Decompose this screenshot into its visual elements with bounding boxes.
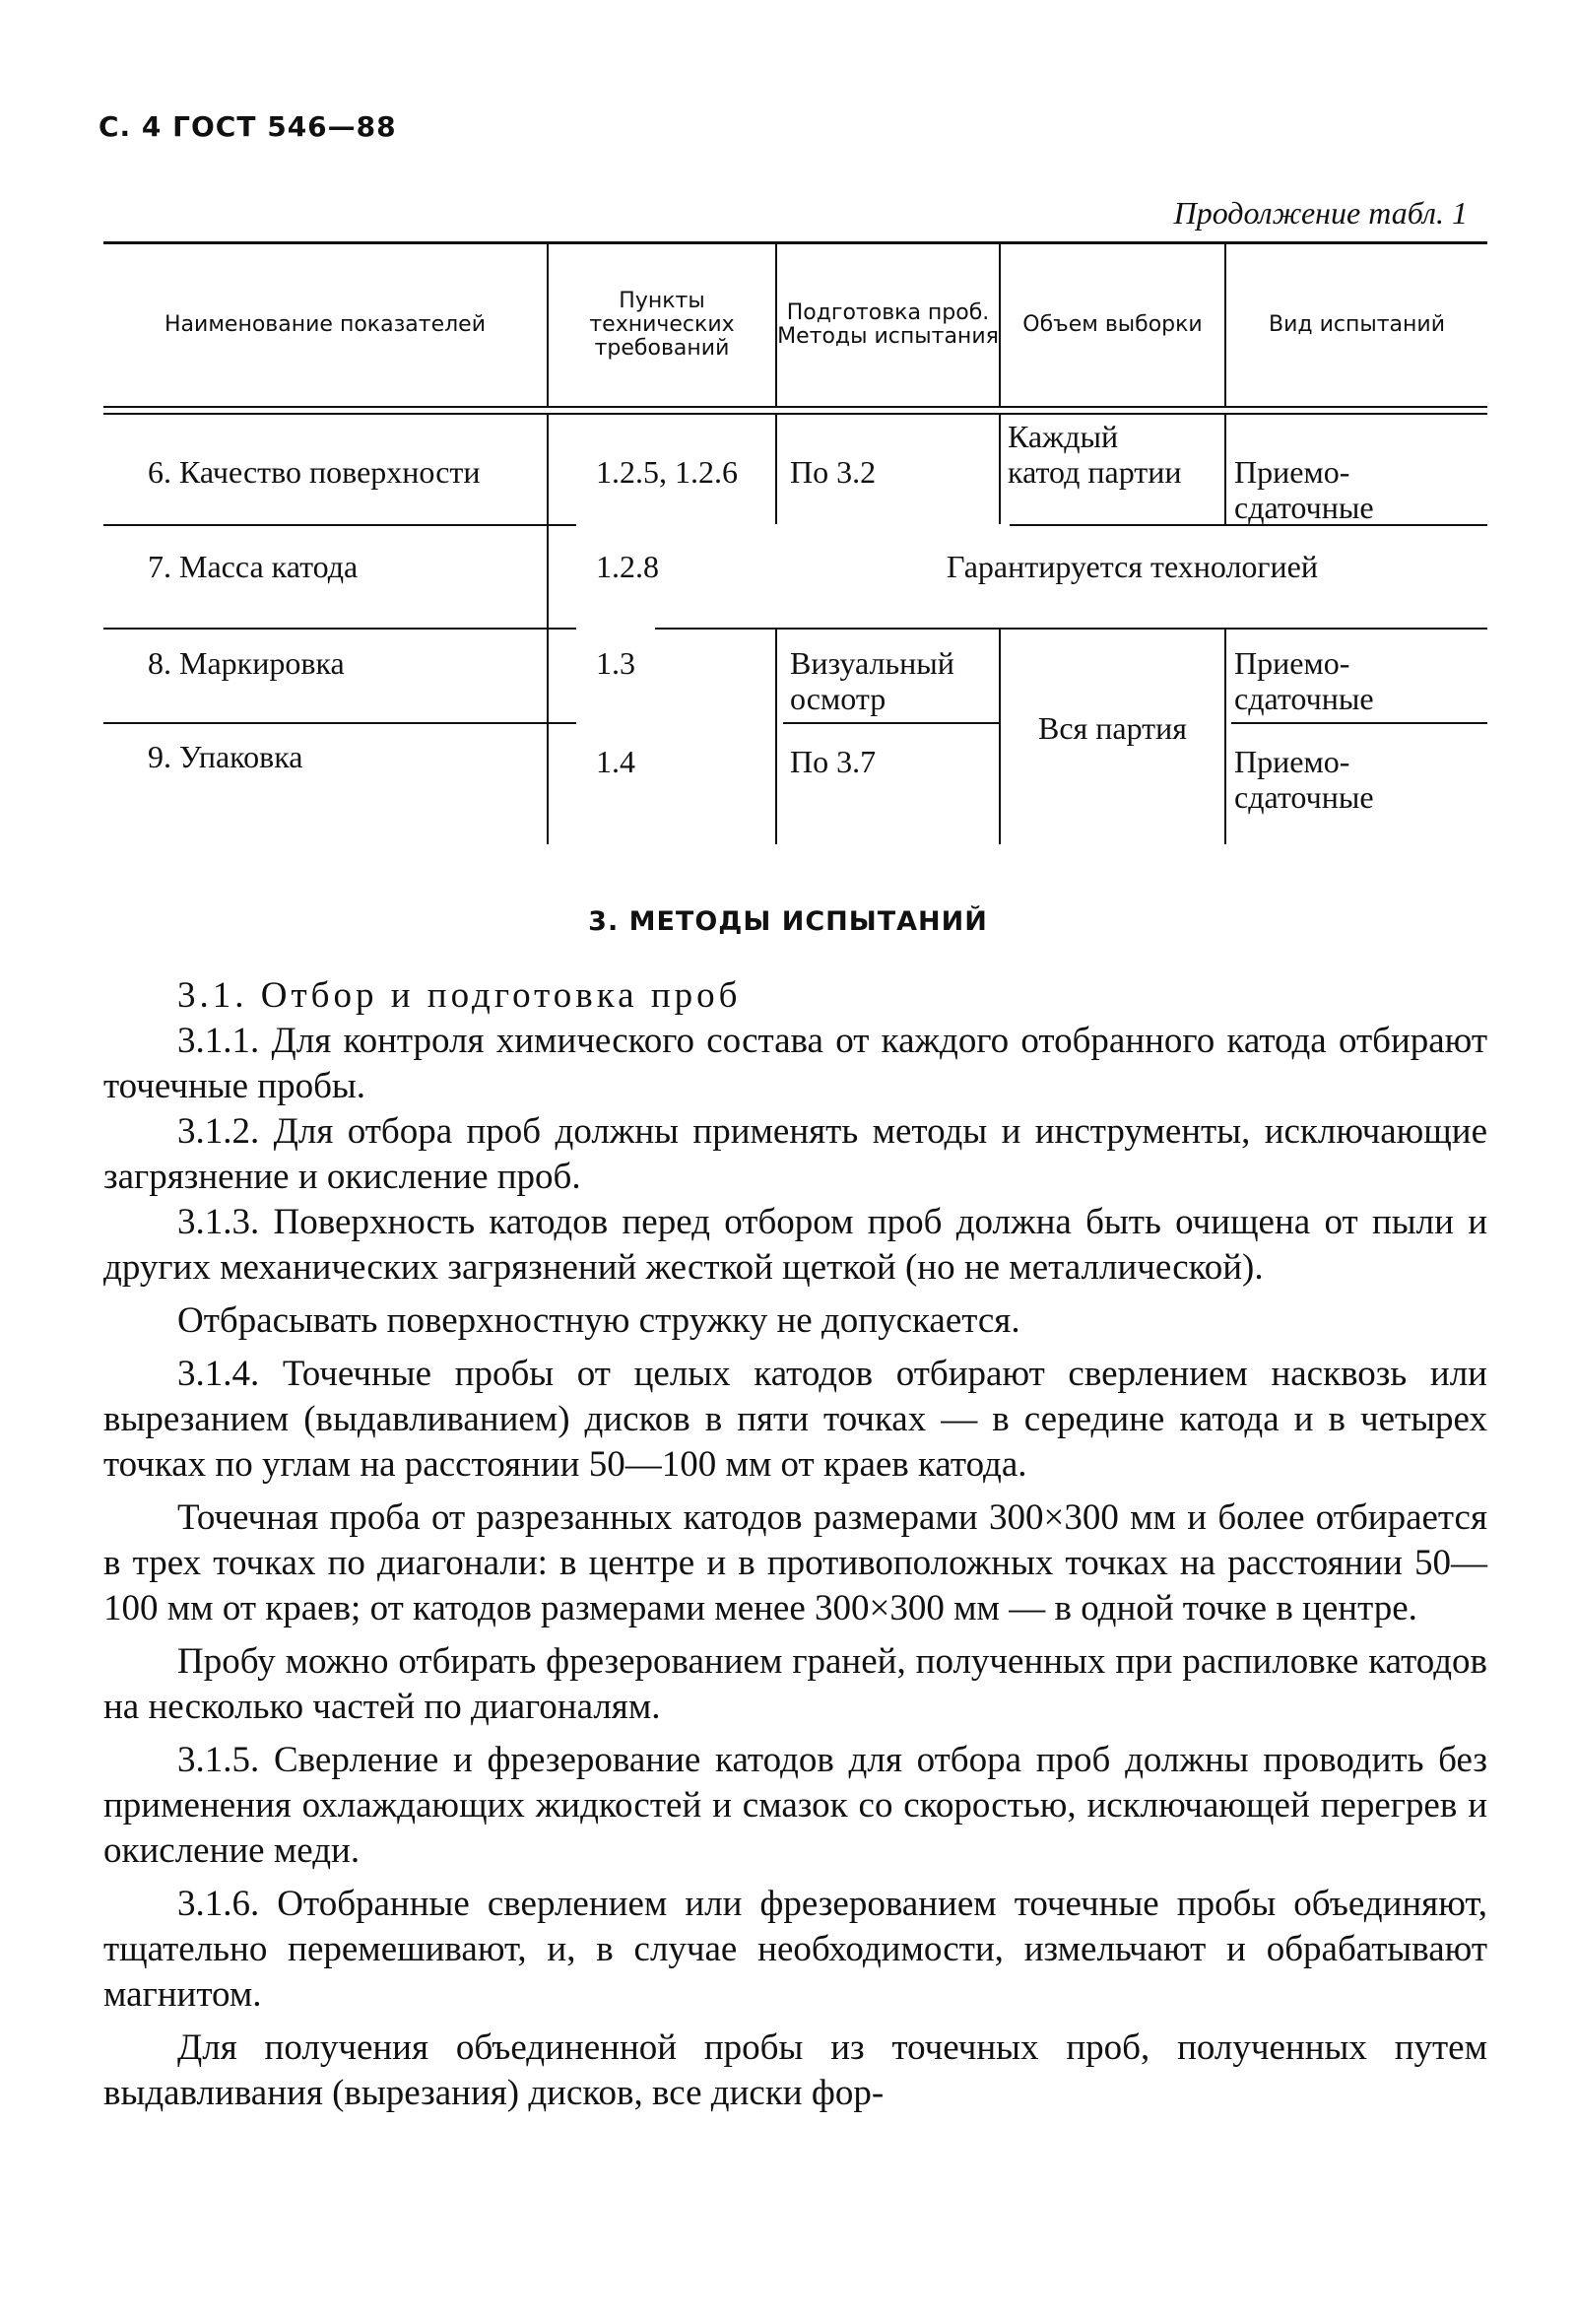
row-7-items: 1.2.8 <box>596 549 659 584</box>
paragraph: 3.1.3. Поверхность катодов перед отбором проб должна быть очищена от пыли и других механических загрязнений жесткой щеткой (но не металлической). <box>103 1202 1487 1288</box>
row-7-merged-note: Гарантируется технологией <box>946 549 1318 584</box>
subsection-title: 3.1. Отбор и подготовка проб <box>177 975 742 1016</box>
column-rule <box>775 628 777 844</box>
paragraph: 3.1.4. Точечные пробы от целых катодов отбирают сверлением насквозь или вырезанием (выдавливанием) дисков в пяти точках — в середине катода и в четырех точках по углам на расстоянии 50—100 мм от краев катода. <box>103 1354 1487 1485</box>
header-bottom-rule <box>103 406 1487 408</box>
row-8-items: 1.3 <box>596 645 635 681</box>
row-6-name: 6. Качество поверхности <box>148 454 481 490</box>
section-title: 3. МЕТОДЫ ИСПЫТАНИЙ <box>588 906 988 937</box>
paragraph: Отбрасывать поверхностную стружку не допускается. <box>177 1300 1020 1341</box>
row-6-sample: Каждый катод партии <box>1008 419 1182 490</box>
paragraph: Для получения объединенной пробы из точечных проб, полученных путем выдавливания (вырезания) дисков, все диски фор- <box>103 2027 1487 2113</box>
header-bottom-rule-2 <box>103 413 1487 415</box>
column-rule <box>775 415 777 524</box>
row-rule <box>103 628 576 630</box>
row-9-prep: По 3.7 <box>790 744 877 779</box>
row-8-type: Приемо-сдаточные <box>1234 645 1374 716</box>
column-rule <box>1224 415 1226 524</box>
row-7-name: 7. Масса катода <box>148 549 359 584</box>
column-rule <box>547 415 549 844</box>
paragraph: Точечная проба от разрезанных катодов размерами 300×300 мм и более отбирается в трех точках по диагонали: в центре и в противоположных точках на расстоянии 50—100 мм от краев; от катодов размерами менее 300×300 мм — в одной точке в центре. <box>103 1497 1487 1628</box>
rows-8-9-sample: Вся партия <box>1038 710 1187 746</box>
row-8-name: 8. Маркировка <box>148 645 345 681</box>
row-6-prep: По 3.2 <box>790 454 877 490</box>
column-header-items: Пункты технических требований <box>589 289 735 361</box>
row-8-prep: Визуальный осмотр <box>790 645 954 716</box>
paragraph: 3.1.5. Сверление и фрезерование катодов для отбора проб должны проводить без применения охлаждающих жидкостей и смазок со скоростью, исключающей перегрев и окисление меди. <box>103 1740 1487 1871</box>
table-continuation-label: Продолжение табл. 1 <box>1173 195 1468 231</box>
row-rule <box>655 628 1487 630</box>
paragraph: 3.1.1. Для контроля химического состава от каждого отобранного катода отбирают точечные пробы. <box>103 1021 1487 1106</box>
paragraph: 3.1.2. Для отбора проб должны применять методы и инструменты, исключающие загрязнение и окисление проб. <box>103 1111 1487 1197</box>
row-rule <box>103 524 576 526</box>
row-9-items: 1.4 <box>596 744 635 779</box>
paragraph: 3.1.6. Отобранные сверлением или фрезерованием точечные пробы объединяют, тщательно перемешивают, и, в случае необходимости, измельчают и обрабатывают магнитом. <box>103 1884 1487 2015</box>
column-header-name: Наименование показателей <box>164 312 486 337</box>
row-6-type: Приемо-сдаточные <box>1234 454 1374 525</box>
row-rule <box>783 722 1000 724</box>
indicators-table <box>103 241 1487 844</box>
column-rule <box>999 415 1001 524</box>
row-6-items: 1.2.5, 1.2.6 <box>596 454 738 490</box>
paragraph: Пробу можно отбирать фрезерованием граней, полученных при распиловке катодов на несколько частей по диагоналям. <box>103 1641 1487 1727</box>
section-body <box>103 973 1487 2116</box>
column-header-sample: Объем выборки <box>1022 312 1203 337</box>
column-header-type: Вид испытаний <box>1268 312 1446 337</box>
row-rule <box>103 722 576 724</box>
row-9-type: Приемо-сдаточные <box>1234 744 1374 815</box>
column-rule <box>1224 628 1226 844</box>
column-header-prep: Подготовка проб. Методы испытания <box>777 300 999 349</box>
page-header: С. 4 ГОСТ 546—88 <box>98 110 397 143</box>
row-9-name: 9. Упаковка <box>148 739 303 774</box>
row-rule <box>1231 722 1487 724</box>
